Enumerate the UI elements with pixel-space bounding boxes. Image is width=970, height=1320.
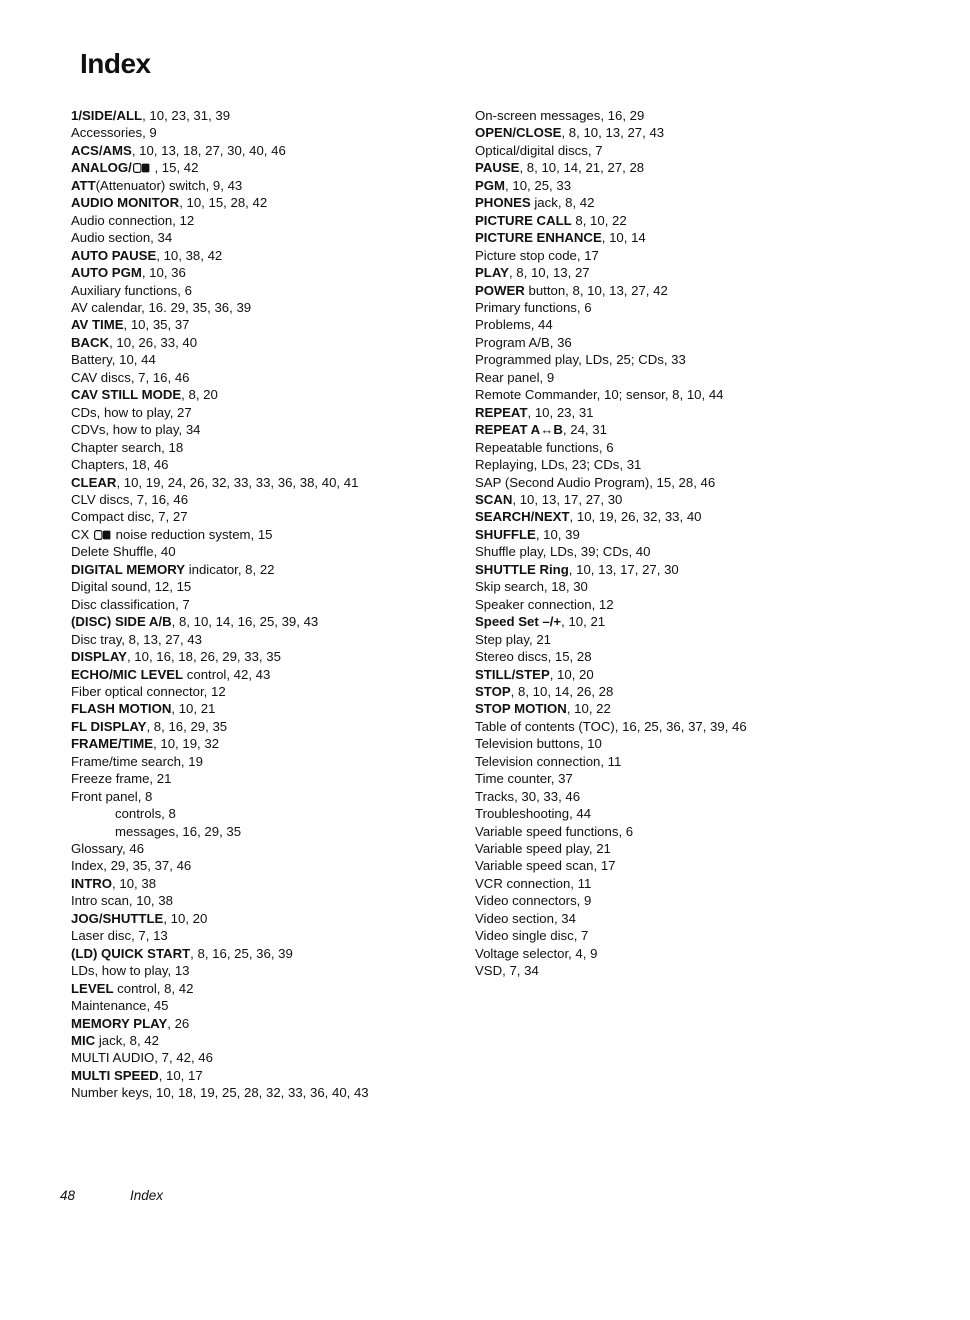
index-entry [71,439,491,456]
index-entry [71,142,491,159]
index-text: , 15, 42 [150,160,199,176]
index-text: Primary functions, 6 [475,299,592,315]
index-entry [71,508,491,525]
index-text: , 10, 21 [561,614,606,630]
index-entry [475,491,915,508]
index-entry [71,334,491,351]
index-text: Remote Commander, 10; sensor, 8, 10, 44 [475,387,724,403]
index-text: CLV discs, 7, 16, 46 [71,491,189,507]
index-entry [71,264,491,281]
index-entry [71,648,491,665]
index-term: MEMORY PLAY [71,1015,168,1031]
page-number: 48 [60,1188,76,1203]
index-entry [475,264,915,281]
index-entry [475,142,915,159]
index-term: REPEAT A↔B [475,422,563,438]
index-entry [475,805,915,822]
index-text: Video section, 34 [475,910,576,926]
index-text: , 8, 16, 25, 36, 39 [190,945,293,961]
index-text: Audio section, 34 [71,230,173,246]
index-text: , 10, 38 [112,875,157,891]
index-text: Programmed play, LDs, 25; CDs, 33 [475,352,686,368]
index-text: Voltage selector, 4, 9 [475,945,598,961]
index-text: controls, 8 [115,806,176,822]
index-text: Time counter, 37 [475,771,573,787]
index-term: CLEAR [71,474,117,490]
index-text: Variable speed play, 21 [475,841,611,857]
index-text: , 8, 20 [181,387,218,403]
index-entry [71,613,491,630]
index-text: On-screen messages, 16, 29 [475,108,645,123]
index-text: Index, 29, 35, 37, 46 [71,858,192,874]
index-term: AUTO PGM [71,265,142,281]
index-entry [475,875,915,892]
index-entry [71,543,491,560]
index-text: , 10, 25, 33 [505,177,572,193]
index-entry [71,718,491,735]
index-term: STOP MOTION [475,701,567,717]
index-text: VCR connection, 11 [475,875,592,891]
index-entry [71,927,491,944]
index-entry [475,124,915,141]
index-term: ANALOG/ [71,160,132,176]
page-footer [60,1188,163,1203]
index-text: , 10, 20 [163,910,208,926]
index-text: Freeze frame, 21 [71,771,172,787]
index-entry [475,282,915,299]
index-text: , 10, 13, 18, 27, 30, 40, 46 [131,142,286,158]
index-column-right [475,107,915,980]
index-text: , 10, 13, 17, 27, 30 [512,491,623,507]
index-entry [71,1015,491,1032]
index-entry [71,945,491,962]
index-text: , 10, 21 [171,701,216,717]
index-text: , 10, 38, 42 [156,247,223,263]
index-text: Troubleshooting, 44 [475,806,592,822]
index-text: Repeatable functions, 6 [475,439,614,455]
index-entry [71,124,491,141]
index-entry [475,962,915,979]
index-term: (DISC) SIDE A/B [71,614,172,630]
index-text: Laser disc, 7, 13 [71,928,168,944]
index-entry [475,386,915,403]
index-text: Disc tray, 8, 13, 27, 43 [71,631,202,647]
index-entry [71,980,491,997]
index-entry [71,474,491,491]
index-text: CAV discs, 7, 16, 46 [71,369,190,385]
index-text: Chapters, 18, 46 [71,457,169,473]
index-term: SEARCH/NEXT [475,509,570,525]
index-entry [475,229,915,246]
index-text: button, 8, 10, 13, 27, 42 [524,282,668,298]
index-term: ECHO/MIC LEVEL [71,666,184,682]
index-text: messages, 16, 29, 35 [115,823,242,839]
index-text: , 10, 19, 32 [153,736,220,752]
index-term: AUDIO MONITOR [71,195,180,211]
index-entry [71,421,491,438]
index-text: Delete Shuffle, 40 [71,544,176,560]
index-term: BACK [71,334,110,350]
index-entry [475,543,915,560]
index-entry [71,404,491,421]
index-text: Stereo discs, 15, 28 [475,649,592,665]
index-entry [475,892,915,909]
index-text: , 8, 10, 13, 27 [508,265,590,281]
index-text: control, 8, 42 [113,980,194,996]
index-entry [475,945,915,962]
index-term: STOP [475,683,511,699]
index-text: , 8, 10, 14, 21, 27, 28 [519,160,645,176]
index-entry [71,212,491,229]
index-text: Compact disc, 7, 27 [71,509,188,525]
index-entry [71,1067,491,1084]
index-entry [71,753,491,770]
index-text: , 10, 23, 31, 39 [142,108,231,123]
index-text: Television connection, 11 [475,753,622,769]
index-text: control, 42, 43 [183,666,271,682]
index-entry [475,177,915,194]
index-text: , 8, 10, 14, 26, 28 [510,683,614,699]
index-term: PLAY [475,265,509,281]
index-entry [71,735,491,752]
index-entry [475,631,915,648]
index-entry [71,910,491,927]
index-entry [71,351,491,368]
index-entry [475,439,915,456]
index-text: Disc classification, 7 [71,596,190,612]
index-term: REPEAT [475,404,528,420]
index-text: Variable speed functions, 6 [475,823,634,839]
index-text: LDs, how to play, 13 [71,963,190,979]
index-term: CAV STILL MODE [71,387,182,403]
index-entry [475,474,915,491]
index-entry [475,718,915,735]
index-text: Television buttons, 10 [475,736,602,752]
index-text: CX [71,526,93,542]
index-entry [71,892,491,909]
index-term: (LD) QUICK START [71,945,191,961]
index-text: Step play, 21 [475,631,552,647]
index-text: Picture stop code, 17 [475,247,599,263]
index-entry [475,648,915,665]
index-entry [71,386,491,403]
index-entry [71,840,491,857]
index-term: SHUTTLE Ring [475,561,569,577]
index-text: , 10, 26, 33, 40 [109,334,198,350]
index-entry [475,299,915,316]
index-entry [71,177,491,194]
index-entry [71,857,491,874]
index-term: JOG/SHUTTLE [71,910,164,926]
index-text: Program A/B, 36 [475,334,572,350]
index-entry [475,159,915,176]
index-text: , 10, 14 [601,230,646,246]
index-text: , 10, 16, 18, 26, 29, 33, 35 [126,649,281,665]
index-entry [71,526,491,543]
index-entry [475,857,915,874]
index-entry [71,456,491,473]
index-term: OPEN/CLOSE [475,125,562,141]
index-text: Audio connection, 12 [71,212,195,228]
index-subentry [71,805,491,822]
index-entry [475,334,915,351]
index-entry [71,299,491,316]
index-text: Shuffle play, LDs, 39; CDs, 40 [475,544,651,560]
index-text: Tracks, 30, 33, 46 [475,788,581,804]
index-text: Frame/time search, 19 [71,753,203,769]
index-entry [475,666,915,683]
index-entry [71,997,491,1014]
index-entry [475,212,915,229]
index-term: Speed Set –/+ [475,614,562,630]
index-entry [475,351,915,368]
index-text: Fiber optical connector, 12 [71,683,226,699]
index-term: PICTURE ENHANCE [475,230,602,246]
index-entry [71,962,491,979]
index-term: DISPLAY [71,649,127,665]
index-text: Chapter search, 18 [71,439,184,455]
index-entry [475,840,915,857]
index-term: INTRO [71,875,113,891]
index-entry [71,316,491,333]
index-entry [71,1032,491,1049]
index-text: Maintenance, 45 [71,998,169,1014]
index-text: , 10, 17 [158,1067,203,1083]
index-entry [475,753,915,770]
index-term: FRAME/TIME [71,736,154,752]
index-text: VSD, 7, 34 [475,963,539,979]
index-term: LEVEL [71,980,114,996]
index-entry [71,282,491,299]
index-text: Speaker connection, 12 [475,596,614,612]
index-entry [71,683,491,700]
index-term: SCAN [475,491,513,507]
index-entry [475,561,915,578]
index-text: , 10, 35, 37 [123,317,190,333]
index-entry [475,316,915,333]
index-entry [71,770,491,787]
index-text: , 24, 31 [562,422,607,438]
index-entry [475,526,915,543]
index-text: Rear panel, 9 [475,369,555,385]
index-text: Number keys, 10, 18, 19, 25, 28, 32, 33, 36, 40, 43 [71,1085,369,1101]
index-entry [475,508,915,525]
index-term: PAUSE [475,160,520,176]
index-term: PHONES [475,195,531,211]
index-text: Problems, 44 [475,317,553,333]
index-text: Skip search, 18, 30 [475,579,588,595]
cx-logo-icon [94,530,111,540]
index-entry [71,1049,491,1066]
index-term: STILL/STEP [475,666,550,682]
index-text: Digital sound, 12, 15 [71,579,192,595]
index-entry [475,456,915,473]
index-entry [71,596,491,613]
index-text: MULTI AUDIO, 7, 42, 46 [71,1050,213,1066]
index-text: CDVs, how to play, 34 [71,422,201,438]
index-text: , 8, 16, 29, 35 [146,718,228,734]
index-text: , 8, 10, 14, 16, 25, 39, 43 [171,614,319,630]
index-text: (Attenuator) switch, 9, 43 [95,177,243,193]
index-entry [475,770,915,787]
index-term: DIGITAL MEMORY [71,561,186,577]
index-column-left [71,107,491,1102]
index-text: Accessories, 9 [71,125,157,141]
index-text: 8, 10, 22 [571,212,627,228]
index-term: PGM [475,177,506,193]
index-text: Table of contents (TOC), 16, 25, 36, 37, 39, 46 [475,718,747,734]
index-entry [71,631,491,648]
index-term: AV TIME [71,317,124,333]
index-entry [475,823,915,840]
index-entry [475,107,915,124]
index-text: Front panel, 8 [71,788,153,804]
index-subentry [71,823,491,840]
index-text: , 26 [167,1015,190,1031]
index-entry [71,369,491,386]
index-term: POWER [475,282,525,298]
index-text: Glossary, 46 [71,841,145,857]
index-text: Battery, 10, 44 [71,352,156,368]
index-text: , 10, 20 [549,666,594,682]
index-text: , 10, 22 [566,701,611,717]
index-text: Video single disc, 7 [475,928,589,944]
index-text: indicator, 8, 22 [185,561,275,577]
index-entry [71,788,491,805]
index-entry [71,159,491,176]
index-entry [71,875,491,892]
index-entry [71,561,491,578]
index-entry [475,404,915,421]
index-text: Variable speed scan, 17 [475,858,616,874]
index-entry [71,1084,491,1101]
footer-section-label: Index [130,1188,164,1203]
index-entry [71,491,491,508]
index-entry [475,369,915,386]
index-text: Video connectors, 9 [475,893,592,909]
index-entry [475,927,915,944]
index-entry [475,700,915,717]
index-entry [475,910,915,927]
index-entry [71,229,491,246]
index-entry [475,735,915,752]
index-term: FLASH MOTION [71,701,172,717]
index-term: AUTO PAUSE [71,247,157,263]
index-text: , 10, 39 [535,526,580,542]
page-title: Index [80,48,151,79]
index-entry [475,421,915,438]
index-text: jack, 8, 42 [95,1033,159,1049]
index-entry [71,107,491,124]
index-text: , 10, 19, 24, 26, 32, 33, 33, 36, 38, 40, 41 [116,474,359,490]
cx-logo-icon [133,163,150,173]
index-text: , 10, 19, 26, 32, 33, 40 [569,509,702,525]
index-text: , 10, 15, 28, 42 [179,195,268,211]
index-text: noise reduction system, 15 [111,526,273,542]
index-term: SHUFFLE [475,526,536,542]
index-term: PICTURE CALL [475,212,572,228]
index-text: , 8, 10, 13, 27, 43 [561,125,665,141]
index-text: Auxiliary functions, 6 [71,282,192,298]
index-term: 1/SIDE/ALL [71,108,143,123]
index-text: jack, 8, 42 [530,195,595,211]
index-term: ATT [71,177,96,193]
index-entry [475,788,915,805]
index-text: SAP (Second Audio Program), 15, 28, 46 [475,474,716,490]
index-entry [71,247,491,264]
index-term: FL DISPLAY [71,718,147,734]
index-text: AV calendar, 16. 29, 35, 36, 39 [71,299,252,315]
index-text: , 10, 23, 31 [527,404,594,420]
index-entry [71,666,491,683]
index-entry [475,578,915,595]
index-entry [475,194,915,211]
index-entry [71,578,491,595]
index-text: Optical/digital discs, 7 [475,142,603,158]
index-text: Intro scan, 10, 38 [71,893,173,909]
index-entry [475,683,915,700]
index-text: CDs, how to play, 27 [71,404,192,420]
index-text: , 10, 13, 17, 27, 30 [568,561,679,577]
index-term: ACS/AMS [71,142,132,158]
index-term: MIC [71,1033,96,1049]
index-text: , 10, 36 [141,265,186,281]
index-entry [475,613,915,630]
index-entry [71,194,491,211]
index-text: Replaying, LDs, 23; CDs, 31 [475,457,642,473]
index-term: MULTI SPEED [71,1067,159,1083]
index-entry [475,596,915,613]
index-entry [475,247,915,264]
index-entry [71,700,491,717]
